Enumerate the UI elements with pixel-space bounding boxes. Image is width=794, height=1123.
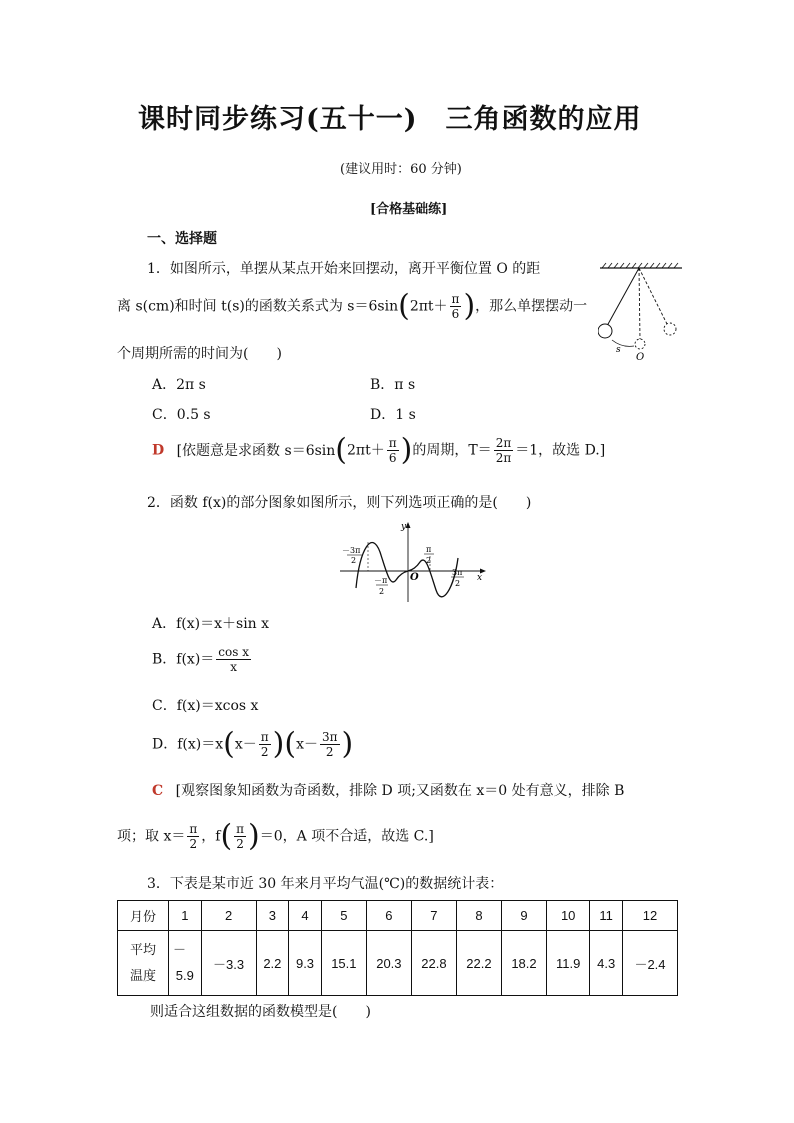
temp-cell: －2.4 — [623, 931, 678, 996]
q1-option-b[interactable]: B．π s — [370, 377, 416, 393]
paren-left: ( — [223, 726, 235, 762]
frac-den: 6 — [451, 307, 460, 321]
month-cell: 6 — [366, 901, 411, 931]
temp-cell: 9.3 — [289, 931, 322, 996]
q2-optD-frac1 — [259, 730, 271, 759]
month-cell: 12 — [623, 901, 678, 931]
header-cell-temp — [118, 931, 169, 996]
y-arrow — [406, 522, 411, 528]
tick-neg-pi-num: －π — [374, 576, 388, 585]
q2-answer-letter: C — [152, 783, 164, 799]
frac-den: 6 — [388, 451, 397, 465]
paren-left: ( — [398, 288, 410, 324]
ceiling-hatch — [602, 263, 678, 268]
q2-optD-pre: D．f(x)＝x — [152, 736, 224, 753]
frac-num: π — [189, 822, 198, 836]
q2-option-d[interactable] — [152, 726, 354, 762]
equilibrium-bob — [635, 339, 645, 349]
month-cell: 9 — [501, 901, 546, 931]
frac-num: π — [451, 292, 460, 306]
frac-den: 2 — [189, 837, 198, 851]
tick-pi-num: π — [426, 545, 432, 554]
q2-optD-frac2 — [320, 730, 340, 759]
paren-left: ( — [220, 818, 233, 854]
q1-line2-b: ，那么单摆摆动一 — [475, 298, 588, 315]
q2-sol-line2-b: ，f — [201, 828, 221, 845]
table-row-months — [118, 901, 678, 931]
q2-stem: 2．函数 f(x)的部分图象如图所示，则下列选项正确的是( ) — [147, 495, 532, 511]
q2-function-graph — [338, 518, 488, 604]
label-origin: O — [410, 572, 419, 583]
frac-num: 2π — [495, 436, 512, 450]
paren-right: ) — [463, 288, 476, 324]
tick-pi-den: 2 — [426, 556, 432, 565]
temp-cell: 22.8 — [411, 931, 456, 996]
frac-num: 3π — [321, 730, 338, 744]
label-x: x — [477, 573, 483, 583]
header-cell-month: 月份 — [118, 901, 169, 931]
q2-optD-p2: x－ — [296, 736, 318, 753]
q1-frac — [450, 292, 462, 321]
q1-solution — [152, 432, 606, 468]
q1-line2-inner: 2πt＋ — [409, 298, 448, 315]
paren-right: ) — [272, 726, 285, 762]
frac-den: 2 — [260, 745, 269, 759]
temp-cell: 11.9 — [546, 931, 589, 996]
temp-cell: 2.2 — [256, 931, 289, 996]
q2-sol-frac1 — [187, 822, 199, 851]
section-tag: [合格基础练] — [370, 202, 448, 217]
frac-num: cos x — [218, 645, 249, 659]
q1-sol-b: 的周期，T＝ — [412, 442, 492, 459]
q2-sol-line1: [观察图象知函数为奇函数，排除 D 项;又函数在 x＝0 处有意义，排除 B — [175, 783, 625, 799]
q2-sol-frac2 — [234, 822, 246, 851]
function-curve — [356, 543, 461, 597]
q1-sol-inner: 2πt＋ — [347, 442, 385, 459]
equilibrium-line — [639, 268, 640, 340]
q1-sol-a: [依题意是求函数 s＝6sin — [176, 442, 336, 459]
q2-option-a[interactable]: A．f(x)＝x＋sin x — [152, 616, 270, 632]
q2-solution-line2 — [117, 818, 434, 854]
q2-sol-line2-a: 项；取 x＝ — [117, 828, 186, 845]
paren-right: ) — [400, 432, 413, 468]
q2-option-c[interactable]: C．f(x)＝xcos x — [152, 698, 259, 714]
month-cell: 4 — [289, 901, 322, 931]
q2-sol-line2-c: ＝0，A 项不合适，故选 C.] — [259, 828, 434, 845]
month-cell: 11 — [590, 901, 623, 931]
q1-line2 — [117, 288, 588, 324]
month-cell: 3 — [256, 901, 289, 931]
q1-sol-c: ＝1，故选 D.] — [515, 442, 606, 459]
temp-cell: 20.3 — [366, 931, 411, 996]
paren-left: ( — [284, 726, 297, 762]
swing-line — [639, 268, 667, 324]
q1-sol-T-frac — [494, 436, 514, 465]
frac-num: π — [388, 436, 397, 450]
month-cell: 8 — [456, 901, 501, 931]
q2-solution-line1 — [152, 780, 624, 800]
temp-cell: 15.1 — [321, 931, 366, 996]
q1-answer-letter: D — [152, 442, 165, 459]
frac-den: x — [230, 660, 238, 674]
q2-optD-p1: x－ — [234, 736, 257, 753]
tick-3pi-den: 2 — [455, 579, 461, 588]
q2-option-b[interactable] — [152, 645, 253, 674]
q1-option-c[interactable]: C．0.5 s — [152, 407, 211, 423]
temperature-table — [117, 900, 678, 996]
q1-option-a[interactable]: A．2π s — [152, 377, 206, 393]
temp-jan-line1: － — [173, 942, 187, 957]
pendulum-figure — [598, 262, 684, 366]
frac-den: 2 — [325, 745, 334, 759]
frac-num: π — [260, 730, 269, 744]
frac-den: 2π — [495, 451, 512, 465]
label-O: O — [636, 352, 645, 363]
temp-cell: －3.3 — [201, 931, 256, 996]
temp-label-1: 平均 — [129, 942, 156, 957]
part-title: 一、选择题 — [147, 231, 217, 247]
time-note: (建议用时：60 分钟) — [340, 162, 462, 177]
paren-left: ( — [335, 432, 347, 468]
tick-neg-pi-den: 2 — [379, 587, 385, 596]
q1-sol-frac — [387, 436, 399, 465]
paren-right: ) — [248, 818, 260, 854]
pendulum-string — [607, 268, 639, 326]
tick-neg-3pi-num: －3π — [342, 546, 361, 555]
q1-line1: 1．如图所示，单摆从某点开始来回摆动，离开平衡位置 O 的距 — [147, 261, 541, 277]
tick-neg-3pi-den: 2 — [351, 556, 357, 565]
paren-right: ) — [341, 726, 354, 762]
q2-optB-pre: B．f(x)＝ — [152, 651, 215, 668]
temp-cell: 22.2 — [456, 931, 501, 996]
temp-cell: 4.3 — [590, 931, 623, 996]
q3-stem: 3．下表是某市近 30 年来月平均气温(℃)的数据统计表： — [147, 876, 504, 892]
q1-line2-a: 离 s(cm)和时间 t(s)的函数关系式为 s＝6sin — [117, 298, 399, 315]
temp-label-2: 温度 — [129, 968, 156, 983]
label-s: s — [616, 345, 621, 355]
q1-line3: 个周期所需的时间为( ) — [117, 346, 282, 362]
tick-3pi-num: 3π — [452, 568, 463, 577]
temp-cell: 18.2 — [501, 931, 546, 996]
month-cell: 5 — [321, 901, 366, 931]
table-row-temps — [118, 931, 678, 996]
q3-after: 则适合这组数据的函数模型是( ) — [150, 1004, 371, 1020]
frac-den: 2 — [236, 837, 244, 851]
month-cell: 7 — [411, 901, 456, 931]
q1-option-d[interactable]: D．1 s — [370, 407, 416, 423]
page-title: 课时同步练习(五十一) 三角函数的应用 — [138, 104, 642, 135]
swing-bob — [664, 323, 676, 335]
temp-jan-line2: 5.9 — [175, 968, 194, 983]
label-y: y — [401, 522, 407, 532]
q2-optB-frac — [216, 645, 251, 674]
frac-num: π — [236, 822, 245, 836]
month-cell: 10 — [546, 901, 589, 931]
month-cell: 2 — [201, 901, 256, 931]
temp-cell-jan — [169, 931, 202, 996]
pendulum-bob — [598, 324, 612, 338]
month-cell: 1 — [169, 901, 202, 931]
